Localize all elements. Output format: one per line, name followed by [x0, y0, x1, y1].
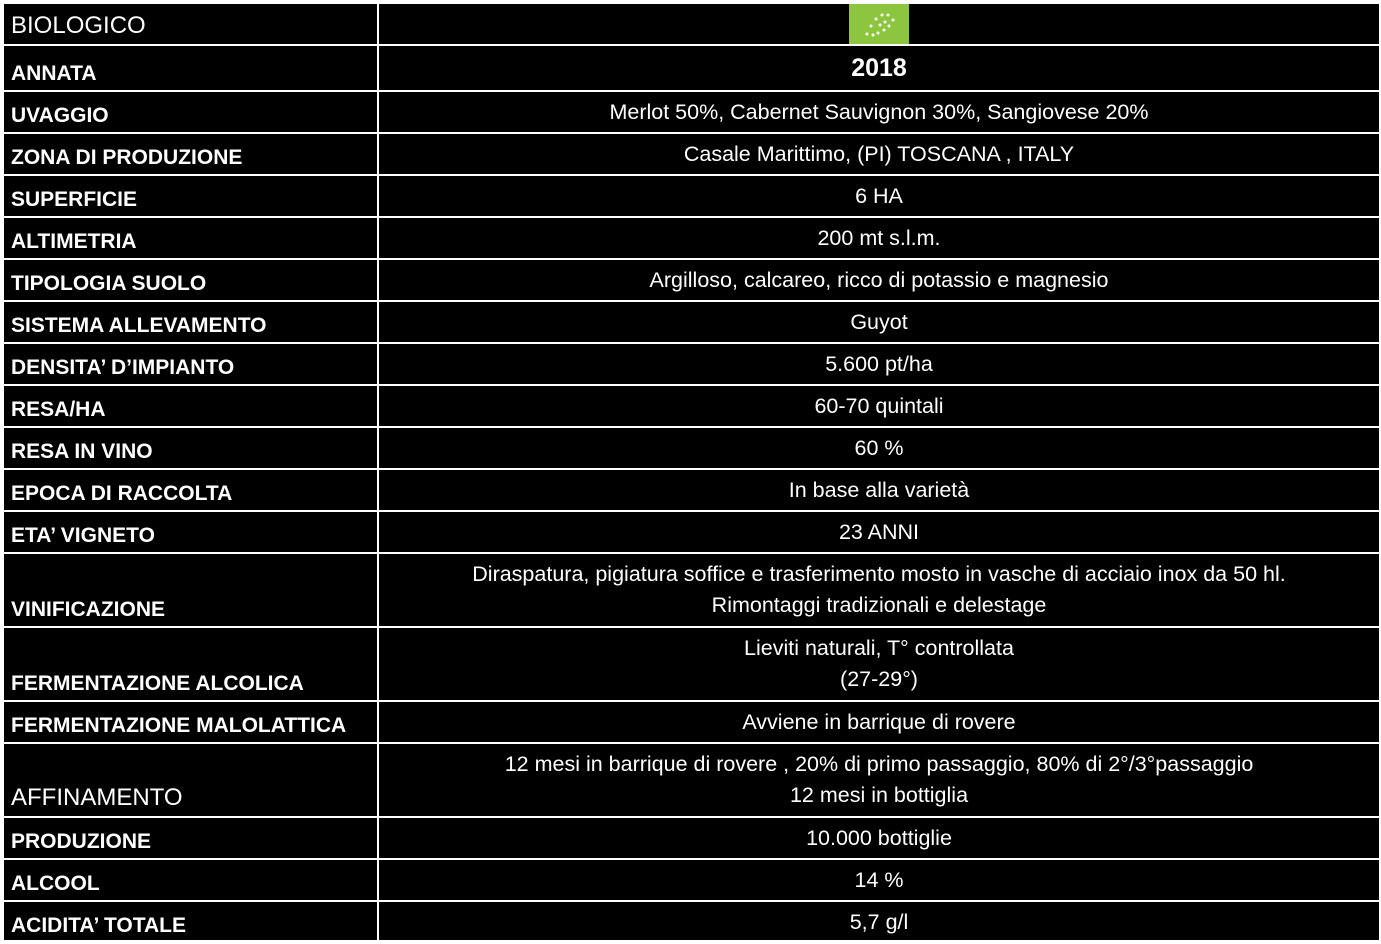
row-label: FERMENTAZIONE ALCOLICA: [3, 627, 378, 701]
row-value: [378, 3, 1380, 45]
row-value: [378, 743, 1380, 817]
row-value: Argilloso, calcareo, ricco di potassio e magnesio: [378, 259, 1380, 301]
table-row: [3, 859, 1380, 901]
row-label: AFFINAMENTO: [3, 743, 378, 817]
table-row: [3, 511, 1380, 553]
row-value: Avviene in barrique di rovere: [378, 701, 1380, 743]
row-value: Merlot 50%, Cabernet Sauvignon 30%, Sangiovese 20%: [378, 91, 1380, 133]
value-line: Rimontaggi tradizionali e delestage: [711, 593, 1047, 617]
row-value: Guyot: [378, 301, 1380, 343]
row-value: [378, 627, 1380, 701]
row-label: UVAGGIO: [3, 91, 378, 133]
row-value: 60-70 quintali: [378, 385, 1380, 427]
row-value: [378, 553, 1380, 627]
eu-organic-leaf-logo-icon: [849, 4, 909, 44]
table-row: [3, 385, 1380, 427]
row-label: FERMENTAZIONE MALOLATTICA: [3, 701, 378, 743]
table-row: [3, 301, 1380, 343]
table-row: [3, 817, 1380, 859]
row-label: ALCOOL: [3, 859, 378, 901]
row-value: 200 mt s.l.m.: [378, 217, 1380, 259]
row-label: SISTEMA ALLEVAMENTO: [3, 301, 378, 343]
table-row: [3, 217, 1380, 259]
row-label: ZONA DI PRODUZIONE: [3, 133, 378, 175]
row-value: 60 %: [378, 427, 1380, 469]
table-row: [3, 901, 1380, 943]
table-row: [3, 3, 1380, 45]
row-value: 14 %: [378, 859, 1380, 901]
row-label: EPOCA DI RACCOLTA: [3, 469, 378, 511]
value-line: Lieviti naturali, T° controllata: [744, 636, 1014, 660]
table-row: [3, 743, 1380, 817]
table-row: [3, 259, 1380, 301]
row-label: VINIFICAZIONE: [3, 553, 378, 627]
row-value: 6 HA: [378, 175, 1380, 217]
value-line: 12 mesi in bottiglia: [789, 783, 969, 807]
spec-table: [2, 2, 1381, 944]
table-row: [3, 469, 1380, 511]
value-line: Diraspatura, pigiatura soffice e trasferimento mosto in vasche di acciaio inox da 50 hl.: [472, 562, 1286, 586]
value-line: 12 mesi in barrique di rovere , 20% di primo passaggio, 80% di 2°/3°passaggio: [504, 752, 1254, 776]
row-label: ETA’ VIGNETO: [3, 511, 378, 553]
row-label: PRODUZIONE: [3, 817, 378, 859]
row-label: SUPERFICIE: [3, 175, 378, 217]
table-row: [3, 627, 1380, 701]
row-value: In base alla varietà: [378, 469, 1380, 511]
row-label: DENSITA’ D’IMPIANTO: [3, 343, 378, 385]
value-line: (27-29°): [840, 667, 918, 691]
row-value: 10.000 bottiglie: [378, 817, 1380, 859]
table-row: [3, 175, 1380, 217]
row-label: RESA IN VINO: [3, 427, 378, 469]
row-label: ACIDITA’ TOTALE: [3, 901, 378, 943]
row-label: RESA/HA: [3, 385, 378, 427]
table-row: [3, 91, 1380, 133]
row-label: BIOLOGICO: [3, 3, 378, 45]
row-label: ANNATA: [3, 45, 378, 91]
table-row: [3, 45, 1380, 91]
spec-table-body: [3, 3, 1380, 943]
row-label: TIPOLOGIA SUOLO: [3, 259, 378, 301]
row-value: 2018: [378, 45, 1380, 91]
row-value: Casale Marittimo, (PI) TOSCANA , ITALY: [378, 133, 1380, 175]
table-row: [3, 701, 1380, 743]
table-row: [3, 427, 1380, 469]
row-value: 5.600 pt/ha: [378, 343, 1380, 385]
table-row: [3, 133, 1380, 175]
table-row: [3, 553, 1380, 627]
row-value: 23 ANNI: [378, 511, 1380, 553]
row-value: 5,7 g/l: [378, 901, 1380, 943]
table-row: [3, 343, 1380, 385]
row-label: ALTIMETRIA: [3, 217, 378, 259]
wine-spec-sheet: [2, 2, 1379, 940]
